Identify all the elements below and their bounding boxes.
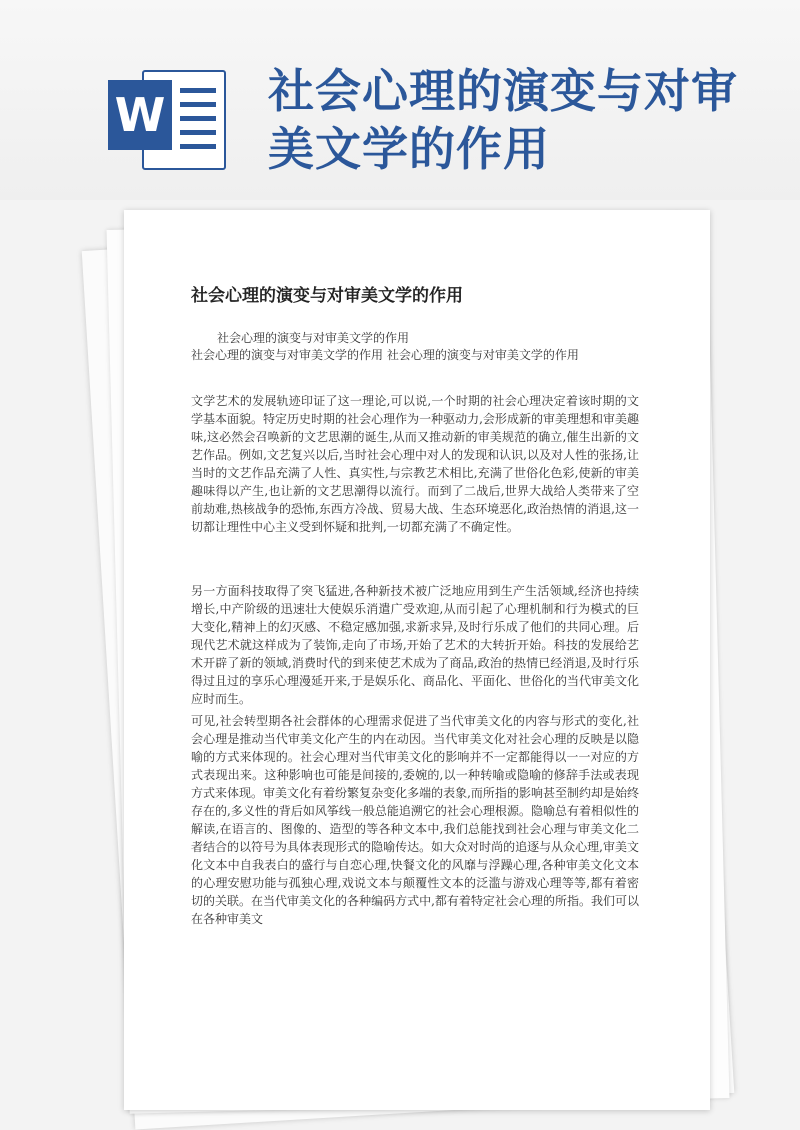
word-letter-badge: W [108, 80, 172, 150]
document-page [124, 210, 710, 1110]
document-title: 社会心理的演变与对审美文学的作用 [191, 286, 463, 306]
subtitle-line-2: 社会心理的演变与对审美文学的作用 社会心理的演变与对审美文学的作用 [191, 348, 579, 362]
subtitle-line-1: 社会心理的演变与对审美文学的作用 [217, 331, 410, 345]
body-paragraph: 可见,社会转型期各社会群体的心理需求促进了当代审美文化的内容与形式的变化,社会心理是推动当代审美文化产生的内在动因。当代审美文化对社会心理的反映是以隐喻的方式来体现的。社会心理对当代审美文化的影响并不一定都能得以一一对应的方式表现出来。这种影响也可能是间接的,委婉的,以一种转喻或隐喻的修辞手法或表现方式来体现。审美文化有着纷繁复杂变化多端的表象,而所指的影响甚至制约却是始终存在的,多义性的背后如风筝线一般总能追溯它的社会心理根源。隐喻总有着相似性的解读,在语言的、图像的、造型的等各种文本中,我们总能找到社会心理与审美文化二者结合的以符号为具体表现形式的隐喻传达。如大众对时尚的追逐与从众心理,审美文化文本中自我表白的盛行与自恋心理,快餐文化的风靡与浮躁心理,各种审美文化文本的心理安慰功能与孤独心理,戏说文本与颠覆性文本的泛滥与游戏心理等等,都有着密切的关联。在当代审美文化的各种编码方式中,都有着特定社会心理的所指。我们可以在各种审美文 [191, 714, 639, 926]
banner-title-line-1: 社会心理的演变与对审 [268, 64, 738, 118]
body-paragraph: 另一方面科技取得了突飞猛进,各种新技术被广泛地应用到生产生活领域,经济也持续增长,中产阶级的迅速壮大使娱乐消遣广受欢迎,从而引起了心理机制和行为模式的巨大变化,精神上的幻灭感、不稳定感加强,求新求异,及时行乐成了他们的共同心理。后现代艺术就这样成为了装饰,走向了市场,开始了艺术的大转折开始。科技的发展给艺术开辟了新的领域,消费时代的到来使艺术成为了商品,政治的热情已经消退,及时行乐得过且过的享乐心理漫延开来,于是娱乐化、商品化、平面化、世俗化的当代审美文化应时而生。 [191, 584, 639, 706]
banner-title-line-2: 美文学的作用 [268, 122, 550, 176]
document-subtitle [191, 330, 691, 364]
banner-title [268, 62, 788, 178]
banner [0, 0, 800, 200]
word-document-icon [108, 62, 228, 172]
body-paragraph: 文学艺术的发展轨迹印证了这一理论,可以说,一个时期的社会心理决定着该时期的文学基本面貌。特定历史时期的社会心理作为一种驱动力,会形成新的审美理想和审美趣味,这必然会召唤新的文艺思潮的诞生,从而又推动新的审美规范的确立,催生出新的文艺作品。例如,文艺复兴以后,当时社会心理中对人的发现和认识,以及对人性的张扬,让当时的文艺作品充满了人性、真实性,与宗教艺术相比,充满了世俗化色彩,使新的审美趣味得以产生,也让新的文艺思潮得以流行。而到了二战后,世界大战给人类带来了空前劫难,热核战争的恐怖,东西方冷战、贸易大战、生态环境恶化,政治热情的消退,这一切都让理性中心主义受到怀疑和批判,一切都充满了不确定性。 [191, 394, 639, 534]
